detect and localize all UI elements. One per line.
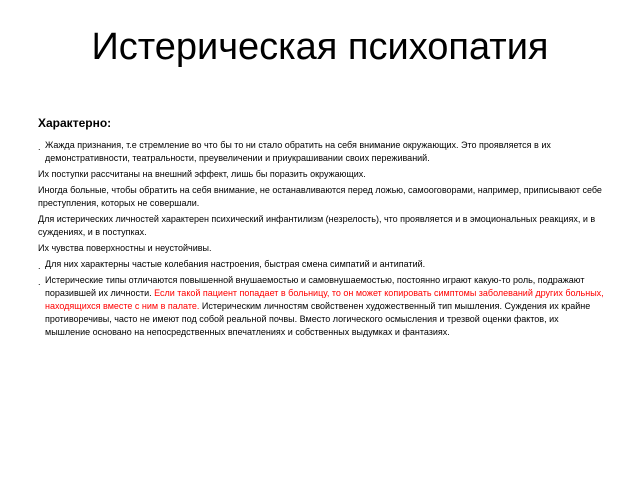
bullet-mark: . <box>38 277 41 287</box>
paragraph-text-start: Истерические типы отличаются повышенной внушаемостью и самовнушаемостью, постоянно играют какую-то роль, подражают поразившей их личности. <box>45 275 585 298</box>
paragraph-text: Жажда признания, т.е стремление во что бы то ни стало обратить на себя внимание окружающих. Это проявляется в их демонстративности, театральности, преувеличении и приукрашивании своих переживаний. <box>45 140 551 163</box>
paragraph-5: Их чувства поверхностны и неустойчивы. <box>38 243 212 253</box>
section-heading: Характерно: <box>38 116 112 130</box>
paragraph-3: Иногда больные, чтобы обратить на себя внимание, не останавливаются перед ложью, самооговорами, например, приписывают себе преступления, которых не совершали. <box>38 185 602 208</box>
slide-title: Истерическая психопатия <box>91 26 549 68</box>
paragraph-2: Их поступки рассчитаны на внешний эффект, лишь бы поразить окружающих. <box>38 169 366 179</box>
bullet-mark: . <box>38 142 41 152</box>
paragraph-4: Для истерических личностей характерен психический инфантилизм (незрелость), что проявляется и в эмоциональных реакциях, и в суждениях, и в поступках. <box>38 214 596 237</box>
paragraph-text: Для них характерны частые колебания настроения, быстрая смена симпатий и антипатий. <box>45 259 426 269</box>
highlighted-text: Если такой пациент попадает в больницу, то он может копировать симптомы заболеваний других больных, находящихся вместе с ним в палате. <box>45 288 604 311</box>
bullet-paragraph-7 <box>38 274 604 339</box>
bullet-paragraph-6 <box>38 258 604 271</box>
paragraph-text-end: Истерическим личностям свойственен художественный тип мышления. Суждения их крайне противоречивы, часто не имеют под собой реальной почвы. Вместо логического осмысления и трезвой оценки фактов, их мышление основано на непосредственных впечатлениях и собственных выдумках и фантазиях. <box>45 301 591 337</box>
bullet-paragraph-1 <box>38 139 604 165</box>
slide-content <box>38 116 604 342</box>
bullet-mark: . <box>38 261 41 271</box>
